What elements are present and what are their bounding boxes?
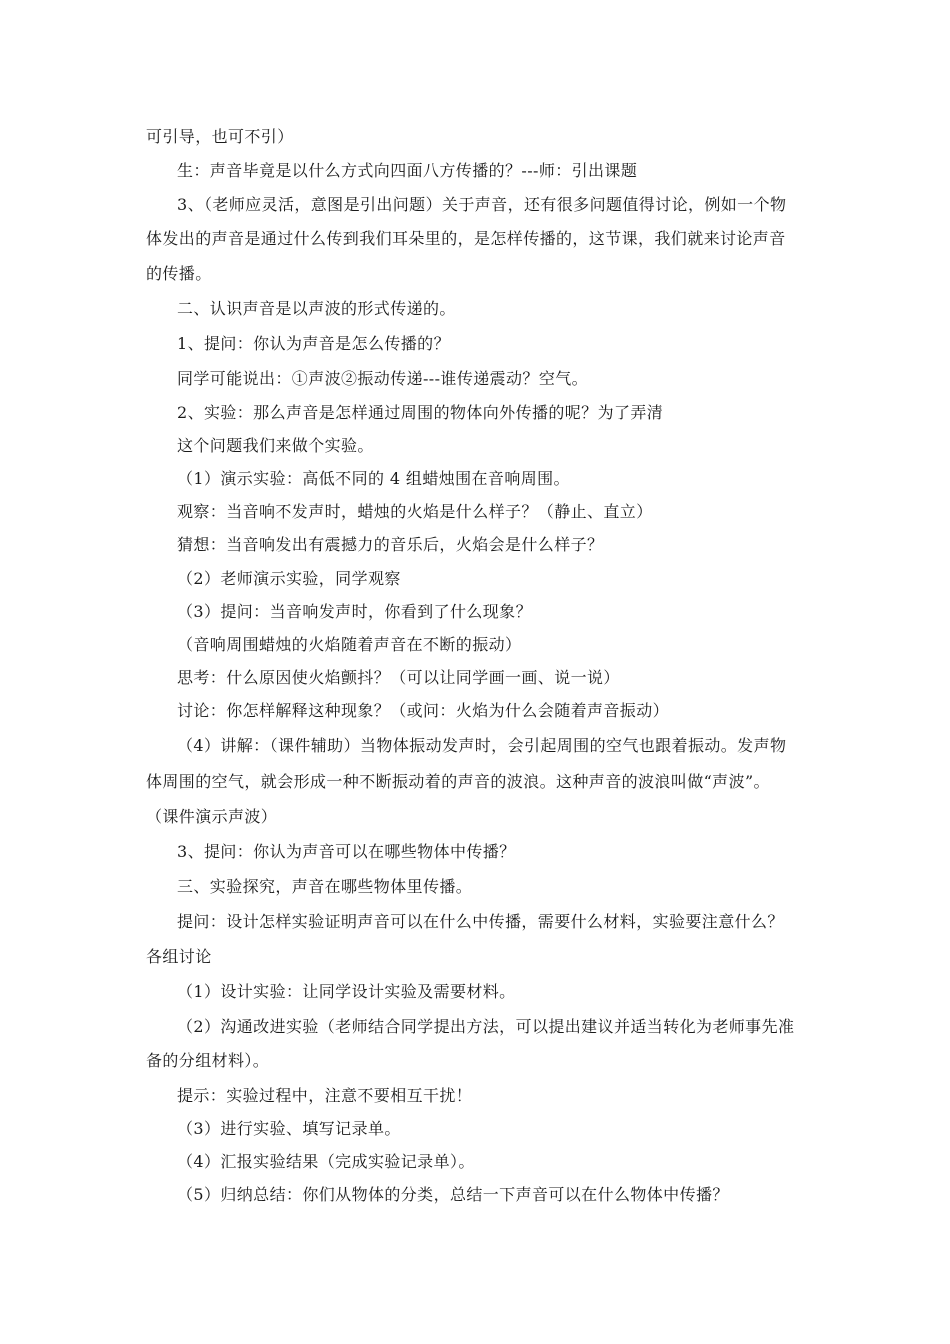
text-line: 提问：设计怎样实验证明声音可以在什么中传播，需要什么材料，实验要注意什么？ — [177, 912, 784, 931]
text-line: 3、提问：你认为声音可以在哪些物体中传播？ — [177, 842, 516, 861]
text-line: 的传播。 — [146, 264, 212, 283]
text-line: 1、提问：你认为声音是怎么传播的？ — [177, 334, 450, 353]
section-heading: 三、实验探究，声音在哪些物体里传播。 — [177, 877, 473, 896]
text-line: 讨论：你怎样解释这种现象？（或问：火焰为什么会随着声音振动） — [177, 701, 670, 720]
text-line: 这个问题我们来做个实验。 — [177, 436, 374, 455]
text-line: 同学可能说出：①声波②振动传递---谁传递震动？空气。 — [177, 369, 589, 388]
text-line: 2、实验：那么声音是怎样通过周围的物体向外传播的呢？为了弄清 — [177, 403, 664, 422]
text-line: 提示：实验过程中，注意不要相互干扰！ — [177, 1086, 473, 1105]
text-line: 体周围的空气，就会形成一种不断振动着的声音的波浪。这种声音的波浪叫做“声波”。 — [146, 772, 770, 791]
text-line: 思考：什么原因使火焰颤抖？（可以让同学画一画、说一说） — [177, 668, 620, 687]
text-line: 观察：当音响不发声时，蜡烛的火焰是什么样子？（静止、直立） — [177, 502, 653, 521]
text-line: （1）演示实验：高低不同的 4 组蜡烛围在音响周围。 — [177, 469, 570, 488]
text-line: （4）讲解：（课件辅助）当物体振动发声时，会引起周围的空气也跟着振动。发声物 — [177, 736, 787, 755]
text-line: 备的分组材料）。 — [146, 1051, 270, 1070]
text-line: 猜想：当音响发出有震撼力的音乐后，火焰会是什么样子？ — [177, 535, 604, 554]
text-line: （课件演示声波） — [146, 807, 278, 826]
text-line: （3）进行实验、填写记录单。 — [177, 1119, 401, 1138]
text-line: 体发出的声音是通过什么传到我们耳朵里的，是怎样传播的，这节课，我们就来讨论声音 — [146, 229, 786, 248]
text-line: 生：声音毕竟是以什么方式向四面八方传播的？---师：引出课题 — [177, 161, 638, 180]
text-line: （2）老师演示实验，同学观察 — [177, 569, 401, 588]
text-line: （4）汇报实验结果（完成实验记录单）。 — [177, 1152, 475, 1171]
text-line: 可引导，也可不引） — [146, 127, 294, 146]
text-line: 3、（老师应灵活，意图是引出问题）关于声音，还有很多问题值得讨论，例如一个物 — [177, 195, 787, 214]
text-line: 各组讨论 — [146, 947, 212, 966]
text-line: （1）设计实验：让同学设计实验及需要材料。 — [177, 982, 516, 1001]
text-line: （3）提问：当音响发声时，你看到了什么现象？ — [177, 602, 532, 621]
text-line: （音响周围蜡烛的火焰随着声音在不断的振动） — [177, 635, 522, 654]
text-line: （5）归纳总结：你们从物体的分类，总结一下声音可以在什么物体中传播？ — [177, 1185, 729, 1204]
section-heading: 二、认识声音是以声波的形式传递的。 — [177, 299, 456, 318]
text-line: （2）沟通改进实验（老师结合同学提出方法，可以提出建议并适当转化为老师事先准 — [177, 1017, 795, 1036]
